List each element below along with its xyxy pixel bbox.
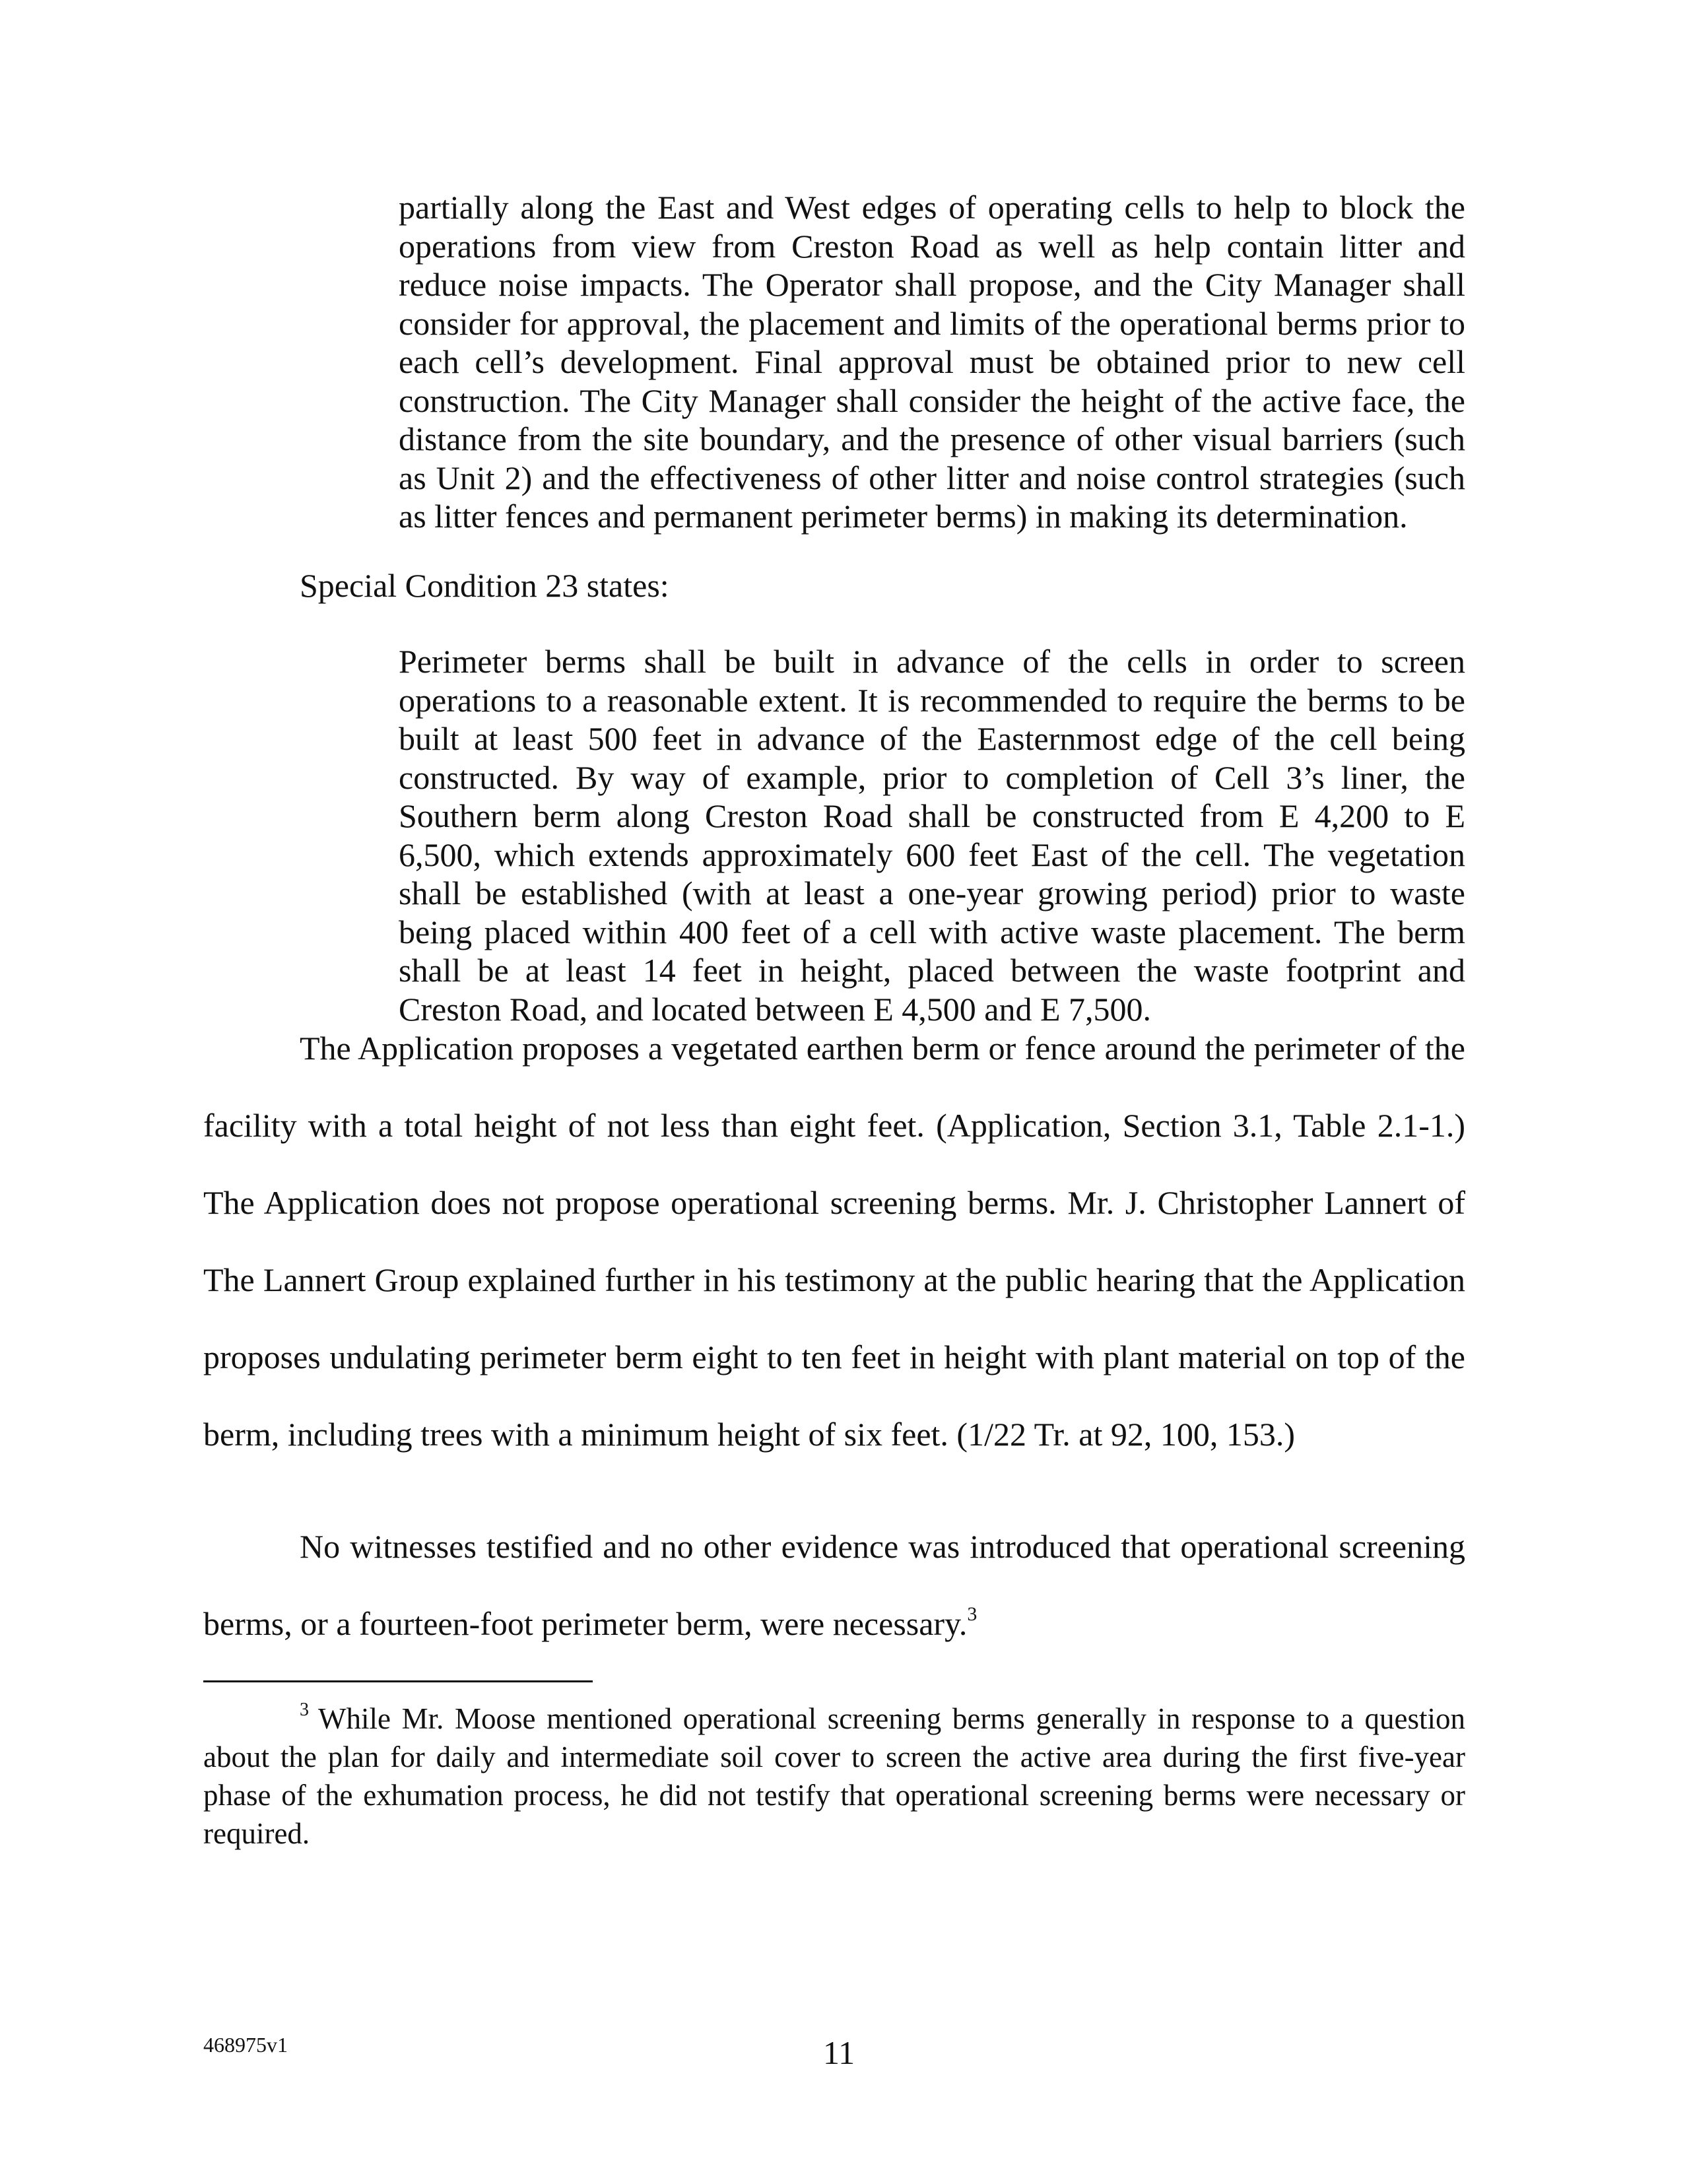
footnote-number: 3: [300, 1700, 309, 1720]
document-id: 468975v1: [203, 2033, 288, 2057]
footnote-divider: [203, 1680, 593, 1682]
block-quote-continuation: partially along the East and West edges of operating cells to help to block the operations from view from Creston Road as well as help contain litter and reduce noise impacts. The Operator shall propose, and the City Manager shall consider for approval, the placement and limits of the operational berms prior to each cell’s development. Final approval must be obtained prior to new cell construction. The City Manager shall consider the height of the active face, the distance from the site boundary, and the presence of other visual barriers (such as Unit 2) and the effectiveness of other litter and noise control strategies (such as litter fences and permanent perimeter berms) in making its determination.: [399, 189, 1465, 535]
block-quote-condition-23: Perimeter berms shall be built in advance of the cells in order to screen operations to a reasonable extent. It is recommended to require the berms to be built at least 500 feet in advance of the Easternmost edge of the cell being constructed. By way of example, prior to completion of Cell 3’s liner, the Southern berm along Creston Road shall be constructed from E 4,200 to E 6,500, which extends approximately 600 feet East of the cell. The vegetation shall be established (with at least a one-year growing period) prior to waste being placed within 400 feet of a cell with active waste placement. The berm shall be at least 14 feet in height, placed between the waste footprint and Creston Road, and located between E 4,500 and E 7,500.: [399, 643, 1465, 1028]
body-paragraph-witnesses-text: No witnesses testified and no other evidence was introduced that operational screening berms, or a fourteen-foot perimeter berm, were necessary.: [203, 1528, 1465, 1642]
condition-intro: Special Condition 23 states:: [300, 567, 669, 604]
body-paragraph-witnesses: [203, 1508, 1465, 1663]
footnote-reference[interactable]: 3: [967, 1603, 978, 1625]
body-paragraph-application: The Application proposes a vegetated earthen berm or fence around the perimeter of the facility with a total height of not less than eight feet. (Application, Section 3.1, Table 2.1-1.) The Application does not propose operational screening berms. Mr. J. Christopher Lannert of The Lannert Group explained further in his testimony at the public hearing that the Application proposes undulating perimeter berm eight to ten feet in height with plant material on top of the berm, including trees with a minimum height of six feet. (1/22 Tr. at 92, 100, 153.): [203, 1030, 1465, 1453]
footnote: [203, 1700, 1465, 1853]
page-number: 11: [823, 2034, 855, 2071]
footnote-text: While Mr. Moose mentioned operational screening berms generally in response to a question about the plan for daily and intermediate soil cover to screen the active area during the first five-year phase of the exhumation process, he did not testify that operational screening berms were necessary or required.: [203, 1702, 1465, 1850]
